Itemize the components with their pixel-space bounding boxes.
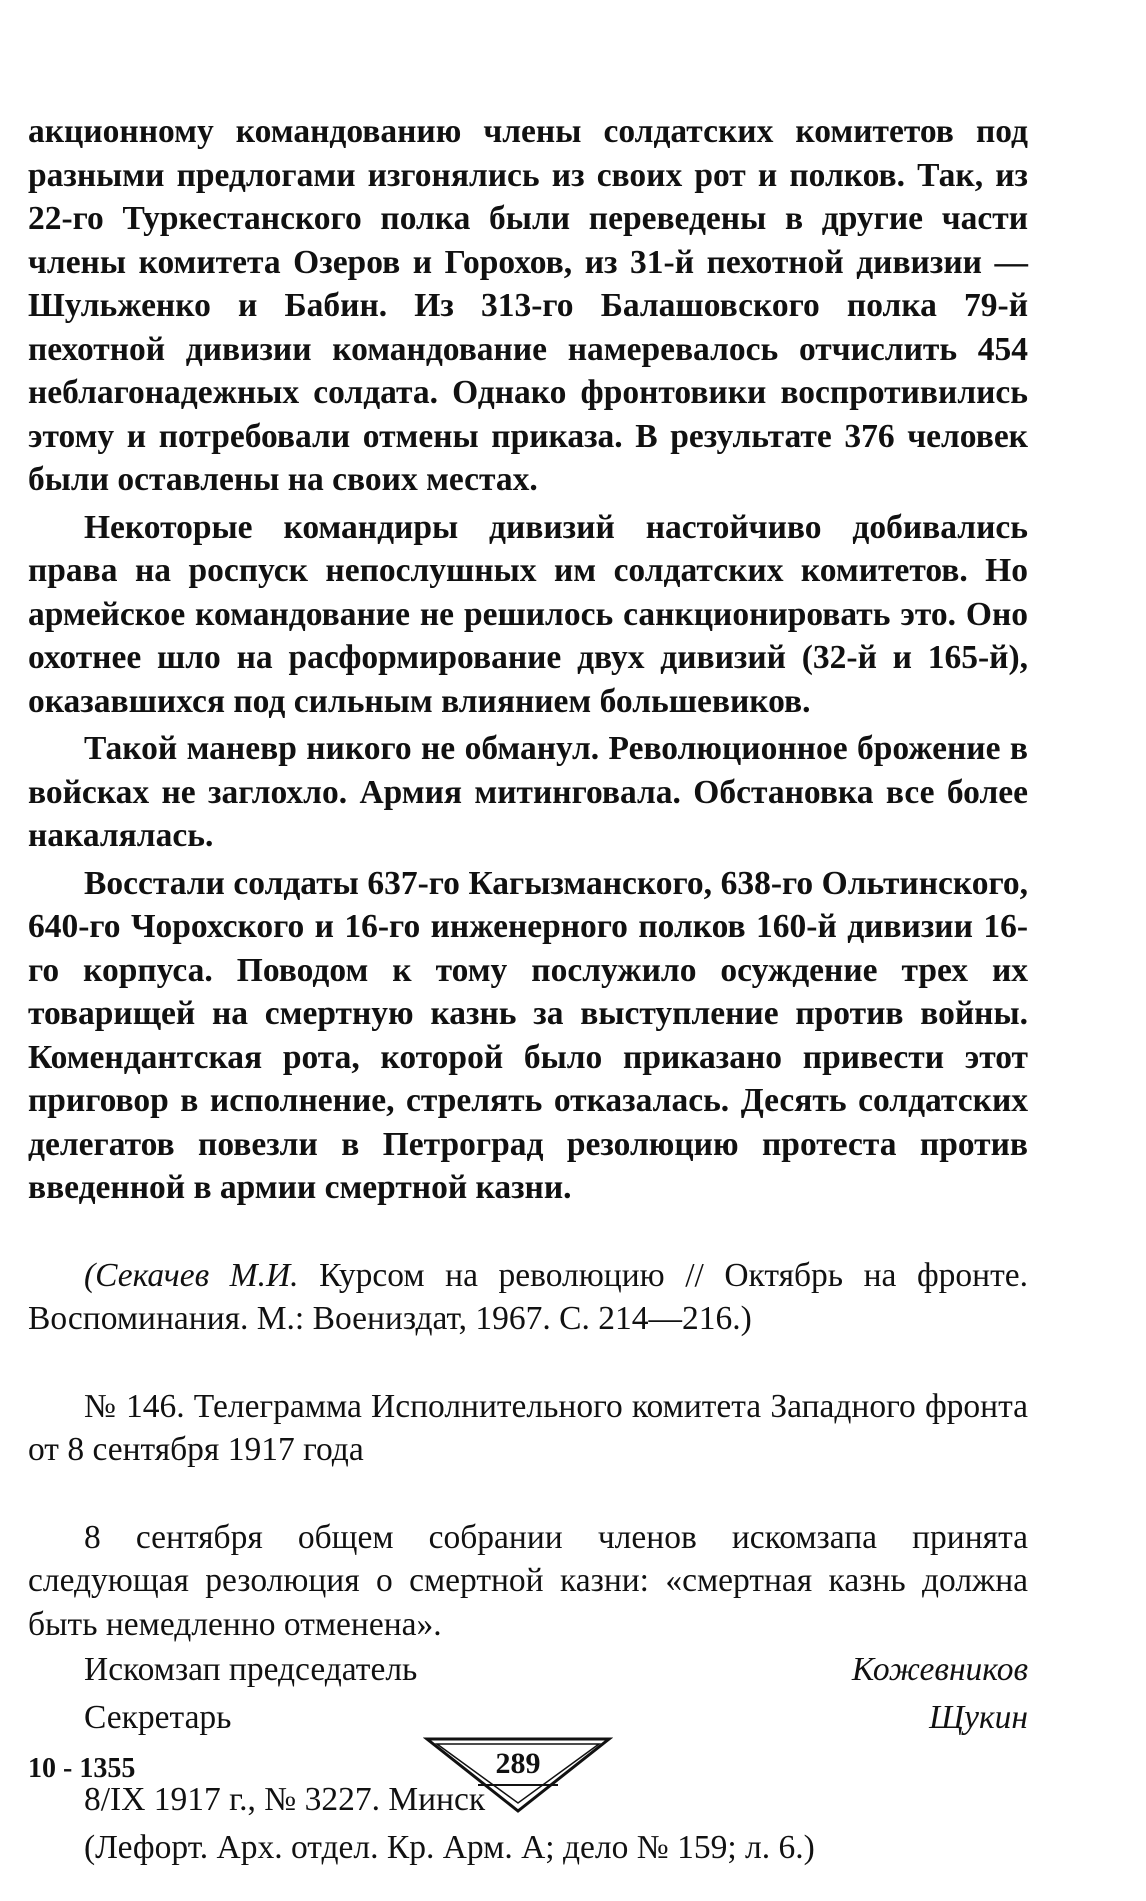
document-body: 8 сентября общем собрании членов искомзапа принята следующая резолюция о смертной казни: «смертная казнь должна быть немедленно отменена». <box>28 1518 1028 1643</box>
paragraph-uprising: Восстали солдаты 637-го Кагызманского, 638-го Ольтинского, 640-го Чорохского и 16-го инженерного полков 160-й дивизии 16-го корпуса. Поводом к тому послужило осуждение трех их товарищей на смертную казнь за выступление против войны. Комендантская рота, которой было приказано привести этот приговор в исполнение, стрелять отказалась. Десять солдатских делегатов повезли в Петроград резолюцию протеста против введенной в армии смертной казни. <box>28 864 1028 1206</box>
signature-role: Искомзап председатель <box>84 1651 418 1688</box>
paragraph-commanders: Некоторые командиры дивизий настойчиво добивались права на роспуск непослушных им солдатских комитетов. Но армейское командование не решилось санкционировать это. Оно охотнее шло на расформирование двух дивизий (32-й и 165-й), оказавшихся под сильным влиянием большевиков. <box>28 508 1028 720</box>
paragraph-maneuver: Такой маневр никого не обманул. Революционное брожение в войсках не заглохло. Армия митинговала. Обстановка все более накалялась. <box>28 730 1028 854</box>
paragraph-committees: акционному командованию члены солдатских комитетов под разными предлогами изгонялись из своих рот и полков. Так, из 22-го Туркестанского полка были переведены в другие части члены комитета Озеров и Горохов, из 31-й пехотной дивизии — Шульженко и Бабин. Из 313-го Балашовского полка 79-й пехотной дивизии командование намеревалось отчислить 454 неблагонадежных солдата. Однако фронтовики воспротивились этому и потребовали отмены приказа. В результате 376 человек были оставлены на своих местах. <box>28 113 1028 498</box>
page-number: 289 <box>495 1747 541 1780</box>
source-title: Курсом на революцию // Октябрь на фронте. Воспоминания. М.: Воениздат, 1967. С. 214—216.) <box>28 1256 1028 1337</box>
page-body <box>28 110 1028 1869</box>
signature-row-chairman <box>28 1646 1028 1694</box>
signature-name: Щукин <box>929 1699 1028 1736</box>
printer-signature-mark: 10 - 1355 <box>28 1753 136 1784</box>
signature-name: Кожевников <box>851 1651 1028 1688</box>
document-dateline: 8/IX 1917 г., № 3227. Минск <box>84 1781 486 1818</box>
page-footer <box>28 1735 1028 1825</box>
source-citation <box>28 1254 1028 1341</box>
signature-role: Секретарь <box>84 1699 232 1736</box>
source-author: (Секачев М.И. <box>84 1256 299 1294</box>
document-heading: № 146. Телеграмма Исполнительного комитета Западного фронта от 8 сентября 1917 года <box>28 1387 1028 1468</box>
archive-reference: (Лефорт. Арх. отдел. Кр. Арм. А; дело № 159; л. 6.) <box>84 1828 815 1866</box>
page-number-badge <box>423 1735 613 1815</box>
